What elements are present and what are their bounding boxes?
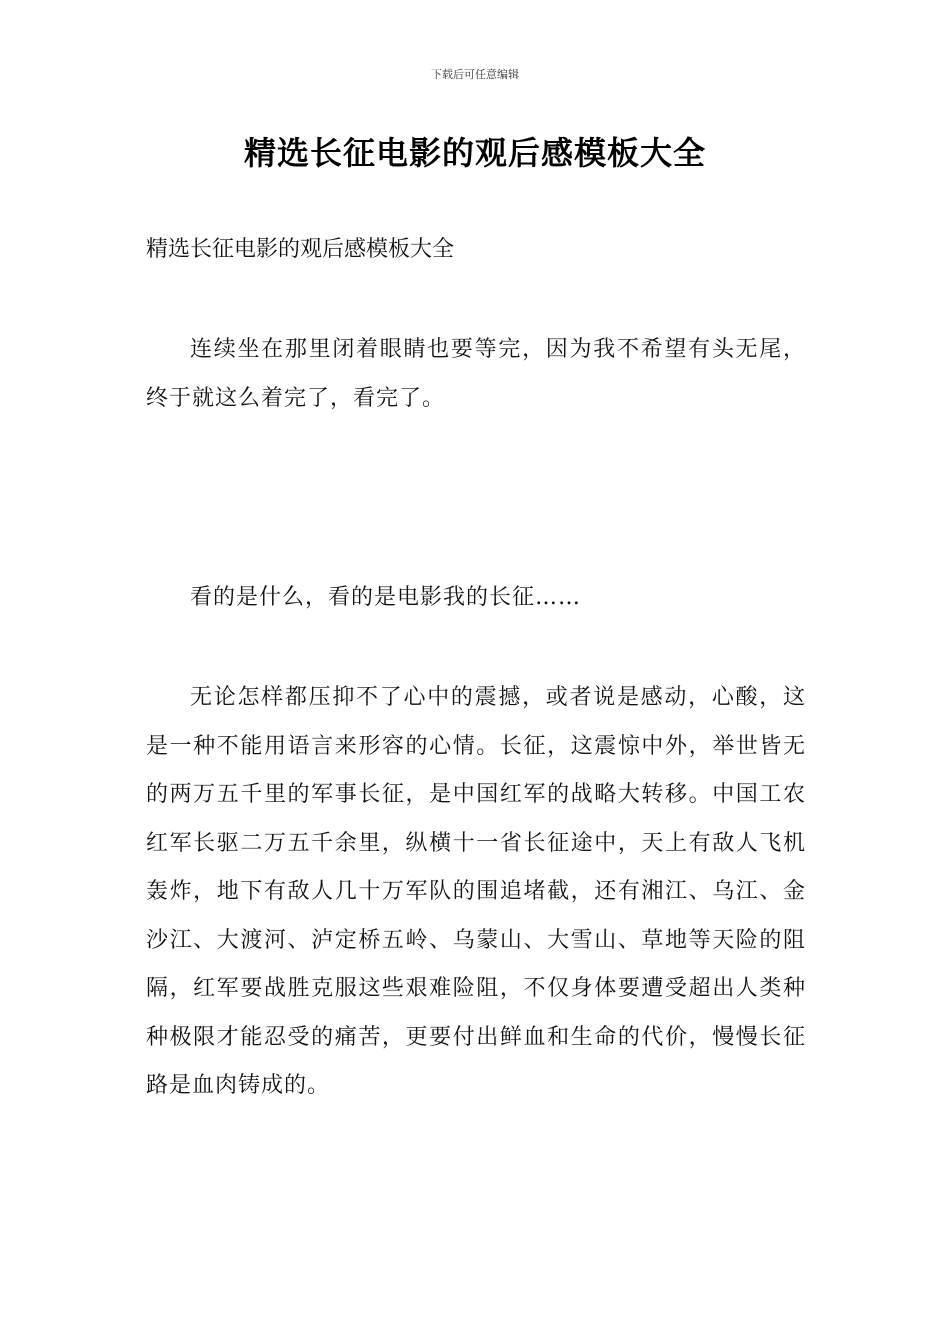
paragraph-2: 看的是什么，看的是电影我的长征……	[190, 585, 582, 610]
paragraph-1: 连续坐在那里闭着眼睛也要等完，因为我不希望有头无尾，终于就这么着完了，看完了。	[146, 337, 806, 411]
document-title: 精选长征电影的观后感模板大全	[243, 134, 706, 172]
paragraph-3: 无论怎样都压抑不了心中的震撼，或者说是感动，心酸，这是一种不能用语言来形容的心情。长征，这震惊中外，举世皆无的两万五千里的军事长征，是中国红军的战略大转移。中国工农红军长驱二万五千余里，纵横十一省长征途中，天上有敌人飞机轰炸，地下有敌人几十万军队的围追堵截，还有湘江、乌江、金沙江、大渡河、泸定桥五岭、乌蒙山、大雪山、草地等天险的阻隔，红军要战胜克服这些艰难险阻，不仅身体要遭受超出人类种种极限才能忍受的痛苦，更要付出鲜血和生命的代价，慢慢长征路是血肉铸成的。	[146, 685, 806, 1098]
document-subtitle: 精选长征电影的观后感模板大全	[146, 237, 455, 262]
header-note: 下载后可任意编辑	[431, 68, 519, 81]
